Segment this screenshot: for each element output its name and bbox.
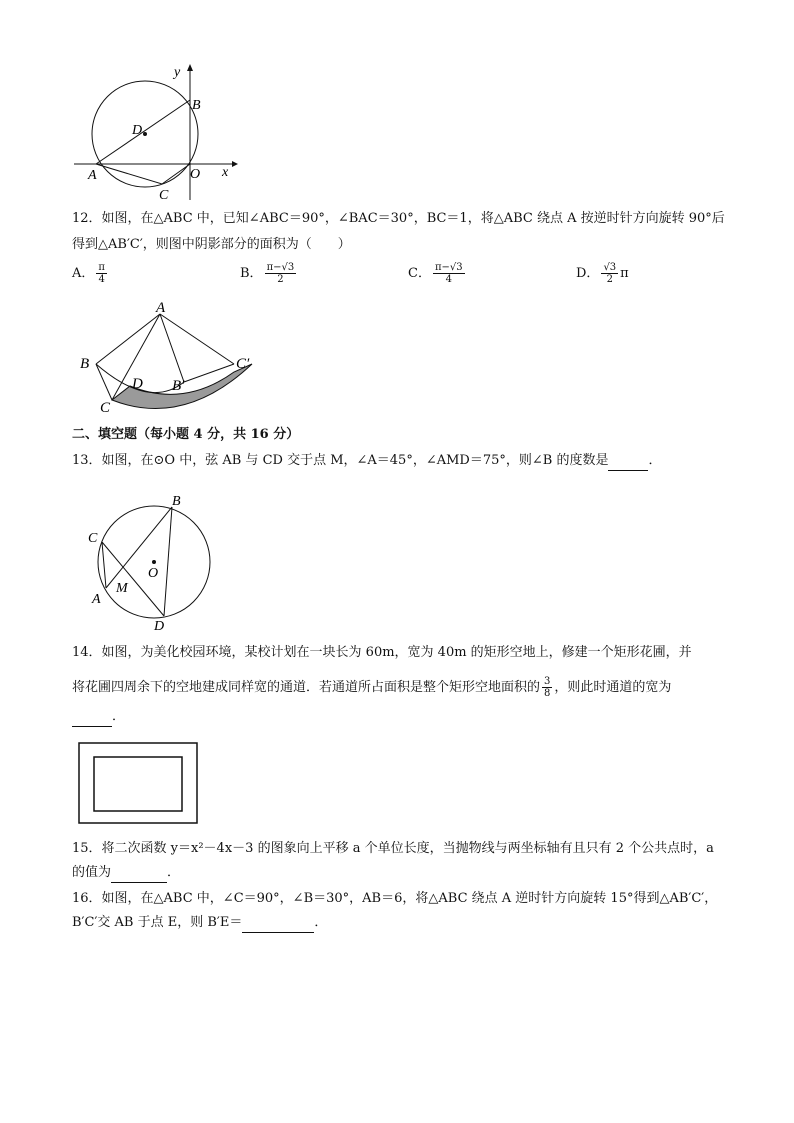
- label-O: O: [148, 566, 159, 581]
- q14-line2: [72, 676, 671, 699]
- option-B-fraction: $\frac{\pi-√3}{2}$: [266, 262, 295, 285]
- label-A: A: [88, 168, 97, 183]
- chord-CA: [102, 542, 106, 588]
- q13-text: [72, 452, 661, 471]
- chord-AB: [106, 507, 172, 588]
- q16-answer-blank[interactable]: [242, 914, 314, 933]
- label-D: D: [132, 123, 143, 138]
- option-B-label: B．: [240, 266, 263, 281]
- label-C: C: [100, 400, 111, 416]
- segment-AB1: [160, 314, 184, 382]
- q13-end: ．: [648, 453, 662, 468]
- q14-line1: 14．如图，为美化校园环境，某校计划在一块长为 60m，宽为 40m 的矩形空地上，修建一个矩形花圃，并: [72, 645, 692, 660]
- q15-answer-blank[interactable]: [111, 864, 167, 883]
- label-A: A: [156, 302, 166, 316]
- option-D-suffix: π: [620, 266, 629, 281]
- q16-line2-pre: B′C′交 AB 于点 E，则 B′E＝: [72, 915, 243, 930]
- label-B: B: [192, 98, 201, 113]
- q12-option-B: [240, 262, 298, 285]
- label-D: D: [132, 376, 143, 392]
- option-C-label: C．: [408, 266, 431, 281]
- label-C: C: [88, 531, 98, 546]
- q12-option-C: [408, 262, 467, 285]
- q13-answer-blank[interactable]: [608, 452, 648, 471]
- label-B: B: [172, 494, 181, 509]
- y-axis-arrow-icon: [187, 64, 193, 71]
- q15-line1: 15．将二次函数 y＝x²－4x－3 的图象向上平移 a 个单位长度，当抛物线与两坐标轴有且只有 2 个公共点时，a: [72, 841, 714, 856]
- option-A-label: A．: [72, 266, 95, 281]
- option-D-label: D．: [576, 266, 600, 281]
- label-C: C: [159, 188, 169, 202]
- label-A: A: [92, 592, 101, 607]
- option-D-fraction: $\frac{√3}{2}$: [603, 262, 617, 285]
- label-C1: C′: [236, 356, 250, 372]
- label-M: M: [116, 581, 128, 596]
- label-D: D: [154, 619, 165, 634]
- center-point-O: [152, 560, 156, 564]
- q15-line2-pre: 的值为: [72, 865, 112, 880]
- q12-option-A: [72, 262, 109, 285]
- q12-line2: 得到△AB′C′，则图中阴影部分的面积为（ ）: [72, 237, 351, 252]
- x-axis-arrow-icon: [232, 161, 238, 167]
- option-A-fraction: $\frac{\pi}{4}$: [98, 262, 105, 285]
- q14-line2-pre: 将花圃四周余下的空地建成同样宽的通道．若通道所占面积是整个矩形空地面积的: [72, 680, 541, 695]
- label-x: x: [222, 165, 229, 180]
- inner-flowerbed-rectangle: [94, 757, 182, 811]
- label-y: y: [174, 65, 181, 80]
- label-O: O: [190, 167, 201, 182]
- figure-q11-circle-axes: [70, 62, 240, 202]
- segment-BC: [96, 364, 112, 400]
- section-2-heading: 二、填空题（每小题 4 分，共 16 分）: [72, 427, 300, 442]
- q13-stem: 13．如图，在⊙O 中，弦 AB 与 CD 交于点 M，∠A＝45°，∠AMD＝75°，则∠B 的度数是: [72, 453, 609, 468]
- q16-line1: 16．如图，在△ABC 中，∠C＝90°，∠B＝30°，AB＝6，将△ABC 绕点 A 逆时针方向旋转 15°得到△AB′C′，: [72, 891, 718, 906]
- q15-line2: [72, 864, 180, 883]
- q14-end: ．: [112, 709, 126, 724]
- center-point-D: [143, 132, 147, 136]
- figure-q12-rotation: [74, 302, 274, 418]
- option-C-fraction: $\frac{\pi-√3}{4}$: [434, 262, 463, 285]
- chord-AB: [96, 100, 190, 164]
- q12-option-D: [576, 262, 629, 285]
- segment-AC1: [160, 314, 234, 364]
- q16-line2: [72, 914, 327, 933]
- figure-q13-circle: [84, 490, 220, 636]
- label-B: B: [80, 356, 90, 372]
- segment-AB: [96, 314, 160, 364]
- q14-fraction: $\frac{3}{8}$: [544, 676, 551, 699]
- q14-answer-blank[interactable]: [72, 708, 112, 727]
- q14-line2-post: ，则此时通道的宽为: [554, 680, 672, 695]
- figure-q14-rectangles: [78, 742, 198, 824]
- q14-line3: [72, 708, 125, 727]
- q12-line1: 12．如图，在△ABC 中，已知∠ABC＝90°，∠BAC＝30°，BC＝1，将△ABC 绕点 A 按逆时针方向旋转 90°后: [72, 211, 725, 226]
- label-B1: B′: [172, 378, 185, 394]
- q16-end: ．: [314, 915, 328, 930]
- chord-BD: [164, 507, 172, 616]
- q15-end: ．: [167, 865, 181, 880]
